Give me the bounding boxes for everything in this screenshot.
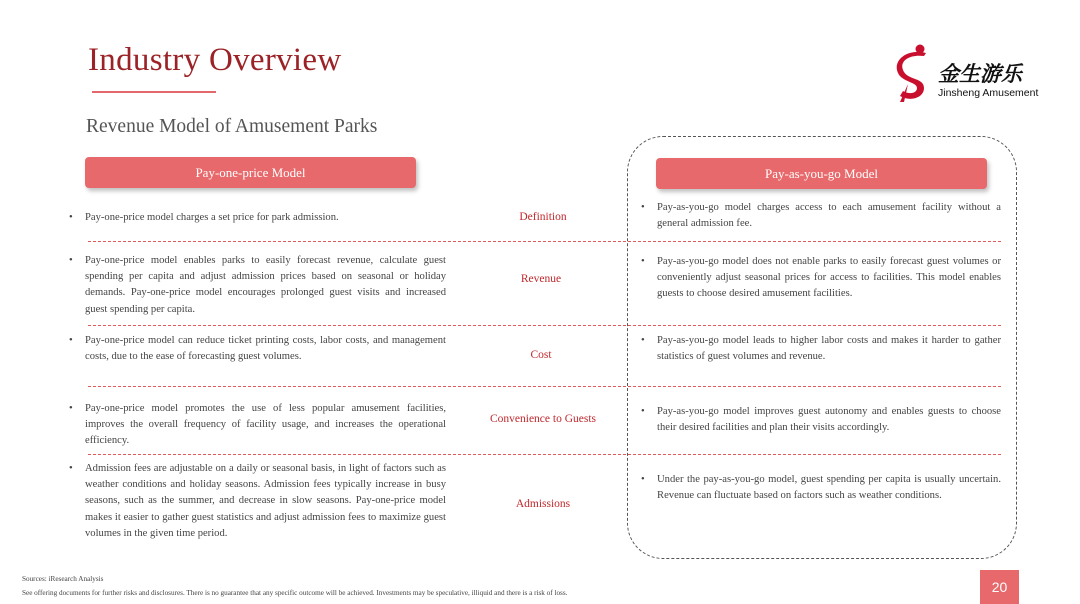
convenience-left <box>69 401 446 450</box>
cost-left-text: Pay-one-price model can reduce ticket printing costs, labor costs, and management costs, due to the ease of forecasting guest volumes. <box>85 335 446 363</box>
pay-as-you-go-header: Pay-as-you-go Model <box>656 158 987 189</box>
convenience-right <box>641 404 1001 436</box>
row-separator <box>88 325 1001 326</box>
footer-disclaimer: See offering documents for further risks and disclosures. There is no guarantee that any specific outcome will be achieved. Investments may be speculative, illiquid and there is a risk of loss. <box>22 589 568 597</box>
logo-english-text: Jinsheng Amusement <box>938 87 1039 99</box>
page-title: Industry Overview <box>88 42 342 78</box>
footer-sources: Sources: iResearch Analysis <box>22 575 104 583</box>
cost-right <box>641 333 1001 365</box>
revenue-right-text: Pay-as-you-go model does not enable parks to easily forecast guest volumes or conveniently adjust seasonal prices for access to facilities. This model enables guests to choose desired amusement facilities. <box>657 256 1001 300</box>
bullet: • <box>69 403 73 414</box>
admissions-right <box>641 472 1001 504</box>
bullet: • <box>69 212 73 223</box>
bullet: • <box>641 256 645 267</box>
definition-left <box>69 210 446 226</box>
category-definition: Definition <box>519 211 567 223</box>
category-convenience-to-guests: Convenience to Guests <box>489 413 597 425</box>
pay-one-price-header: Pay-one-price Model <box>85 157 416 188</box>
category-admissions: Admissions <box>515 498 571 510</box>
bullet: • <box>641 335 645 346</box>
company-logo <box>894 44 1054 106</box>
convenience-right-text: Pay-as-you-go model improves guest autonomy and enables guests to choose their desired facilities and plan their visits accordingly. <box>657 406 1001 434</box>
revenue-left-text: Pay-one-price model enables parks to easily forecast revenue, calculate guest spending per capita and adjust admission prices based on seasonal or holiday demands. Pay-one-price model encourages prolonged guest visits and increased guest spending per capita. <box>85 255 446 315</box>
bullet: • <box>641 474 645 485</box>
bullet: • <box>641 406 645 417</box>
bullet: • <box>69 255 73 266</box>
definition-right-text: Pay-as-you-go model charges access to each amusement facility without a general admission fee. <box>657 202 1001 230</box>
jinsheng-logo-icon <box>894 44 936 106</box>
logo-chinese-text: 金生游乐 <box>938 62 1022 86</box>
admissions-right-text: Under the pay-as-you-go model, guest spending per capita is usually uncertain. Revenue can fluctuate based on factors such as weather conditions. <box>657 474 1001 502</box>
revenue-left <box>69 253 446 318</box>
bullet: • <box>69 463 73 474</box>
admissions-left-text: Admission fees are adjustable on a daily or seasonal basis, in light of factors such as weather conditions and holiday seasons. Admission fees typically increase in busy seasons, such as the summer, and decrease in slow seasons. Pay-one-price model makes it easier to gather guest statistics and adjust admission fees to maximize guest volumes in the given time period. <box>85 463 446 539</box>
definition-right <box>641 200 1001 232</box>
convenience-left-text: Pay-one-price model promotes the use of less popular amusement facilities, improves the overall frequency of facility usage, and increases the operational efficiency. <box>85 403 446 447</box>
category-revenue: Revenue <box>520 273 562 285</box>
cost-left <box>69 333 446 365</box>
bullet: • <box>641 202 645 213</box>
admissions-left <box>69 461 446 542</box>
row-separator <box>88 241 1001 242</box>
definition-left-text: Pay-one-price model charges a set price for park admission. <box>85 212 339 223</box>
row-separator <box>88 454 1001 455</box>
title-underline <box>92 91 216 93</box>
revenue-right <box>641 254 1001 303</box>
page-number: 20 <box>980 570 1019 604</box>
bullet: • <box>69 335 73 346</box>
row-separator <box>88 386 1001 387</box>
category-cost: Cost <box>530 349 552 361</box>
page-subtitle: Revenue Model of Amusement Parks <box>86 116 378 137</box>
cost-right-text: Pay-as-you-go model leads to higher labor costs and makes it harder to gather statistics of guest volumes and revenue. <box>657 335 1001 363</box>
